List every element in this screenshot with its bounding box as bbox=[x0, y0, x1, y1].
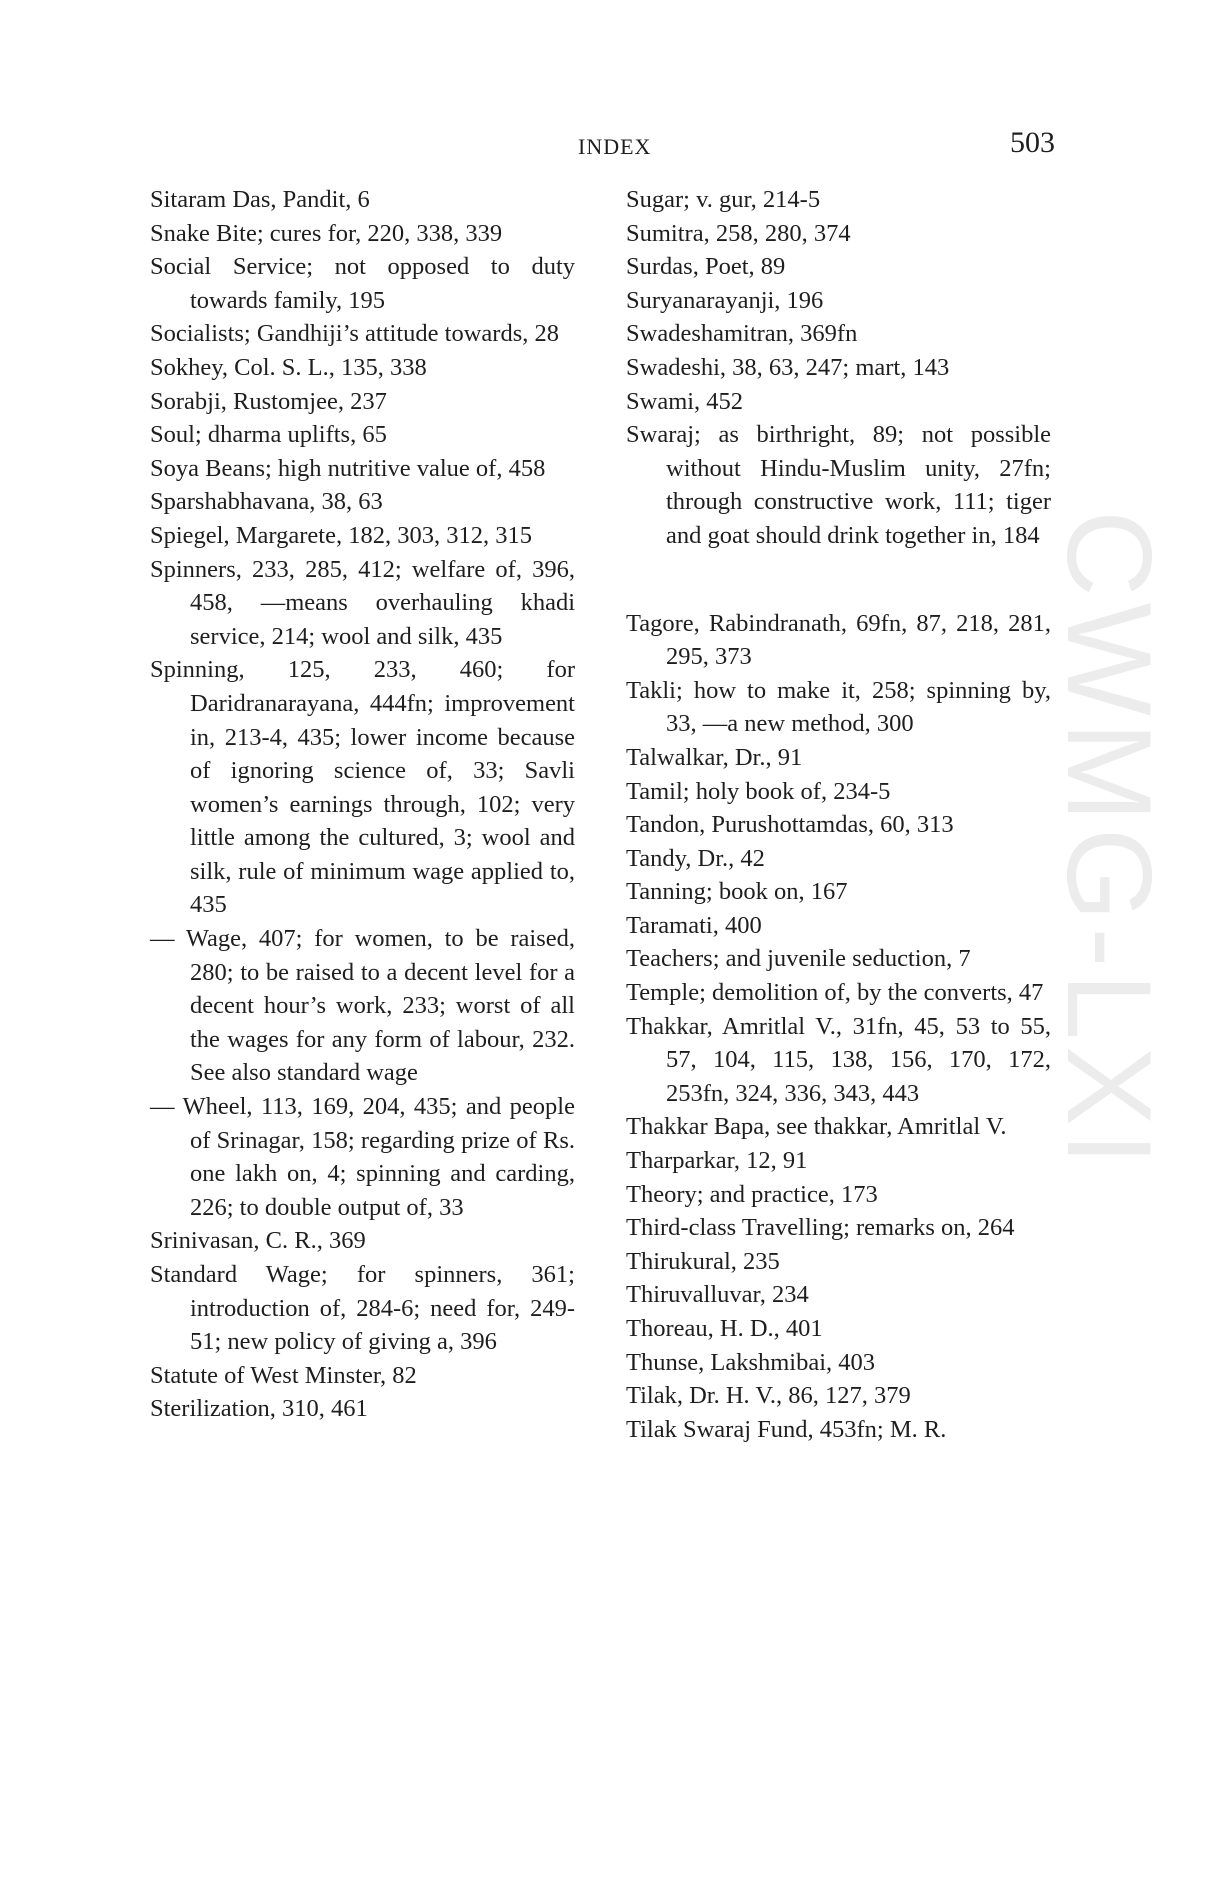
index-entry: Talwalkar, Dr., 91 bbox=[626, 743, 803, 771]
index-entry: Swaraj; as birthright, 89; not possible without Hindu-Muslim unity, 27fn; through constructive work, 111; tiger and goat should drink together in, 184 bbox=[626, 421, 1051, 549]
index-entry: Sokhey, Col. S. L., 135, 338 bbox=[150, 353, 427, 381]
index-entry: Spinners, 233, 285, 412; welfare of, 396, 458, —means overhauling khadi service, 214; wool and silk, 435 bbox=[150, 555, 575, 650]
index-subentry: — Wheel, 113, 169, 204, 435; and people of Srinagar, 158; regarding prize of Rs. one lakh on, 4; spinning and carding, 226; to double output of, 33 bbox=[150, 1093, 575, 1221]
page-number: 503 bbox=[1010, 126, 1055, 159]
index-entry: Surdas, Poet, 89 bbox=[626, 253, 786, 281]
index-entry: Theory; and practice, 173 bbox=[626, 1180, 878, 1208]
index-entry: Taramati, 400 bbox=[626, 911, 762, 939]
index-entry: Takli; how to make it, 258; spinning by, 33, —a new method, 300 bbox=[626, 676, 1051, 738]
index-entry: Sorabji, Rustomjee, 237 bbox=[150, 387, 387, 415]
section-gap bbox=[626, 553, 1051, 607]
index-entry: Thakkar Bapa, see thakkar, Amritlal V. bbox=[626, 1113, 1007, 1141]
index-entry: Third-class Travelling; remarks on, 264 bbox=[626, 1214, 1015, 1242]
index-subentry: — Wage, 407; for women, to be raised, 280; to be raised to a decent level for a decent hour’s work, 233; worst of all the wages for any form of labour, 232. See also standard wage bbox=[150, 925, 575, 1087]
index-column-left bbox=[150, 183, 575, 1426]
index-column-right bbox=[626, 183, 1051, 1446]
index-entry: Spinning, 125, 233, 460; for Daridranarayana, 444fn; improvement in, 213-4, 435; lower income because of ignoring science of, 33; Savli women’s earnings through, 102; very little among the cultured, 3; wool and silk, rule of minimum wage applied to, 435 bbox=[150, 656, 575, 919]
index-entry: Tagore, Rabindranath, 69fn, 87, 218, 281, 295, 373 bbox=[626, 609, 1051, 671]
index-entry: Soul; dharma uplifts, 65 bbox=[150, 421, 387, 449]
index-entry: Statute of West Minster, 82 bbox=[150, 1361, 417, 1389]
index-entry: Sparshabhavana, 38, 63 bbox=[150, 488, 383, 516]
index-entry: Tilak, Dr. H. V., 86, 127, 379 bbox=[626, 1382, 911, 1410]
index-entry: Social Service; not opposed to duty towards family, 195 bbox=[150, 253, 575, 314]
index-entry: Teachers; and juvenile seduction, 7 bbox=[626, 945, 971, 973]
index-entry: Spiegel, Margarete, 182, 303, 312, 315 bbox=[150, 521, 532, 549]
index-entry: Thunse, Lakshmibai, 403 bbox=[626, 1348, 876, 1376]
index-entry: Tanning; book on, 167 bbox=[626, 878, 848, 906]
index-entry: Swadeshi, 38, 63, 247; mart, 143 bbox=[626, 353, 950, 381]
index-entry: Swadeshamitran, 369fn bbox=[626, 320, 858, 348]
index-entry: Sugar; v. gur, 214-5 bbox=[626, 186, 821, 213]
index-entry: Socialists; Gandhiji’s attitude towards, 28 bbox=[150, 320, 559, 348]
index-entry: Tandon, Purushottamdas, 60, 313 bbox=[626, 811, 954, 839]
index-entry: Tharparkar, 12, 91 bbox=[626, 1147, 808, 1175]
index-entry: Swami, 452 bbox=[626, 387, 744, 415]
index-entry: Thakkar, Amritlal V., 31fn, 45, 53 to 55, 57, 104, 115, 138, 156, 170, 172, 253fn, 324, 336, 343, 443 bbox=[626, 1012, 1051, 1107]
index-entry: Tandy, Dr., 42 bbox=[626, 844, 765, 872]
index-entry: Thiruvalluvar, 234 bbox=[626, 1281, 809, 1309]
index-entry: Tilak Swaraj Fund, 453fn; M. R. bbox=[626, 1415, 947, 1443]
index-entry: Sitaram Das, Pandit, 6 bbox=[150, 186, 370, 213]
index-entry: Suryanarayanji, 196 bbox=[626, 286, 824, 314]
index-entry: Standard Wage; for spinners, 361; introduction of, 284-6; need for, 249-51; new policy of giving a, 396 bbox=[150, 1261, 575, 1356]
index-entry: Sterilization, 310, 461 bbox=[150, 1395, 368, 1423]
index-entry: Sumitra, 258, 280, 374 bbox=[626, 219, 851, 247]
watermark-text: CWMG-LXI bbox=[1042, 510, 1176, 1172]
index-entry: Soya Beans; high nutritive value of, 458 bbox=[150, 454, 546, 482]
index-entry: Thoreau, H. D., 401 bbox=[626, 1315, 823, 1342]
index-entry: Snake Bite; cures for, 220, 338, 339 bbox=[150, 219, 503, 247]
running-header: INDEX bbox=[578, 134, 652, 159]
index-entry: Temple; demolition of, by the converts, 47 bbox=[626, 979, 1044, 1007]
index-entry: Srinivasan, C. R., 369 bbox=[150, 1227, 366, 1255]
index-entry: Tamil; holy book of, 234-5 bbox=[626, 777, 891, 805]
index-entry: Thirukural, 235 bbox=[626, 1247, 780, 1275]
